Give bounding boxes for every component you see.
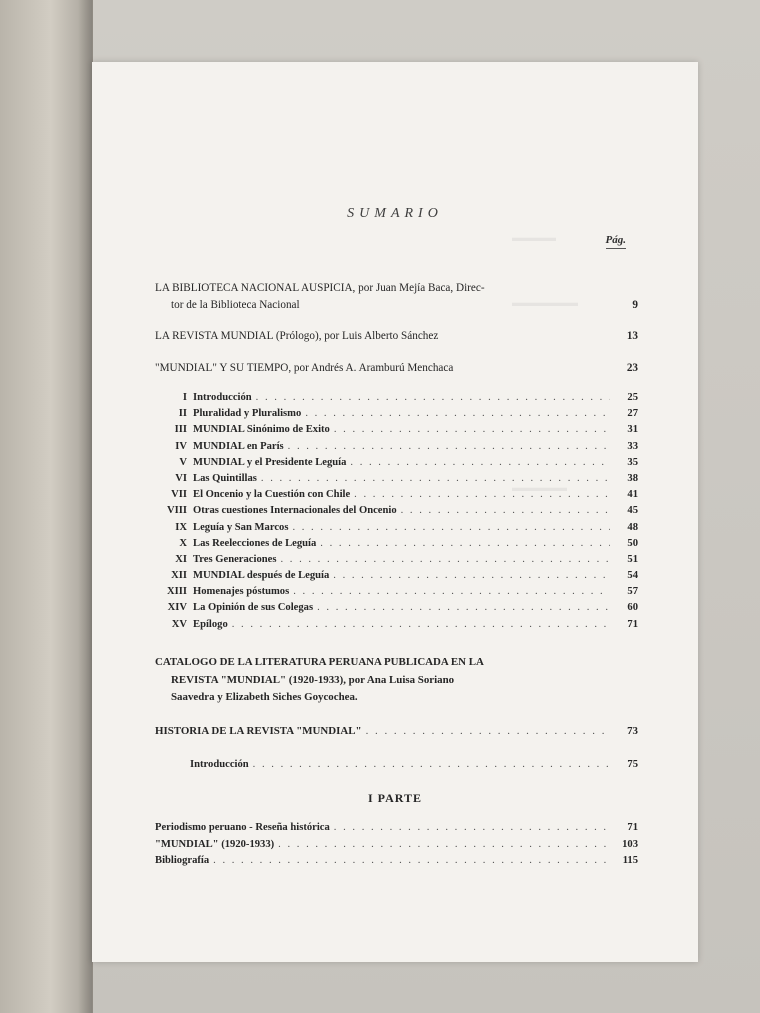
chapter-title: Tres Generaciones	[193, 553, 277, 565]
chapter-page: 33	[627, 440, 638, 452]
toc-page-number: 9	[632, 299, 638, 311]
chapter-row	[155, 457, 638, 473]
part-entry-page: 115	[622, 855, 638, 866]
toc-page-number: 73	[627, 725, 638, 737]
toc-entry-catalogo	[155, 654, 638, 707]
chapter-row	[155, 441, 638, 457]
leader-dots	[316, 538, 610, 549]
chapter-row	[155, 392, 638, 408]
toc-line	[155, 328, 638, 345]
page-gutter-shadow	[78, 0, 92, 1013]
chapter-numeral: V	[179, 456, 187, 468]
chapter-page: 54	[627, 570, 638, 582]
part-entry-title: "MUNDIAL" (1920-1933)	[155, 838, 275, 850]
leader-dots	[397, 505, 610, 516]
leader-dots	[288, 522, 610, 533]
bleed-through-mark: ▬▬▬▬▬▬	[512, 297, 578, 309]
toc-line	[155, 723, 638, 740]
chapter-title: MUNDIAL Sinónimo de Exito	[193, 424, 330, 436]
chapter-numeral: XI	[175, 553, 187, 565]
chapter-numeral: VIII	[166, 505, 187, 517]
book-page	[92, 62, 698, 962]
leader-dots	[209, 855, 610, 866]
chapter-title: MUNDIAL y el Presidente Leguía	[193, 456, 347, 468]
chapter-title: Las Quintillas	[193, 472, 257, 484]
chapter-list	[155, 392, 638, 635]
chapter-title: Leguía y San Marcos	[193, 521, 289, 533]
chapter-numeral: I	[182, 392, 187, 403]
chapter-title: Epílogo	[193, 618, 228, 630]
toc-page-number: 13	[626, 330, 638, 342]
chapter-row	[155, 522, 638, 538]
catalog-line: CATALOGO DE LA LITERATURA PERUANA PUBLICADA EN LA	[155, 656, 484, 668]
catalog-line: Saavedra y Elizabeth Siches Goycochea.	[171, 691, 358, 703]
bleed-through-mark: ▬▬▬▬▬	[512, 482, 567, 494]
leader-dots	[284, 441, 610, 452]
toc-entry-biblioteca	[155, 280, 638, 314]
toc-entry-text: Introducción	[190, 759, 249, 770]
leader-dots	[276, 554, 610, 565]
summary-title: SUMARIO	[347, 206, 443, 221]
chapter-title: El Oncenio y la Cuestión con Chile	[193, 489, 351, 501]
part-heading: I PARTE	[367, 791, 423, 805]
chapter-title: MUNDIAL después de Leguía	[193, 570, 330, 582]
chapter-page: 45	[627, 505, 638, 517]
part-entry-row	[155, 822, 638, 839]
chapter-page: 71	[627, 618, 638, 630]
part-entry-title: Periodismo peruano - Reseña histórica	[155, 822, 330, 833]
leader-dots	[350, 489, 610, 500]
chapter-row	[155, 489, 638, 505]
chapter-page: 27	[627, 408, 638, 420]
part-entry-row	[155, 839, 638, 856]
chapter-row	[155, 570, 638, 586]
chapter-title: Las Reelecciones de Leguía	[193, 537, 317, 549]
page-column-header: Pág.	[606, 234, 626, 249]
chapter-page: 50	[627, 537, 638, 549]
chapter-title: Homenajes póstumos	[193, 586, 290, 598]
chapter-numeral: III	[174, 424, 187, 436]
toc-entry-text: HISTORIA DE LA REVISTA "MUNDIAL"	[155, 725, 362, 737]
leader-dots	[257, 473, 610, 484]
chapter-title: MUNDIAL en París	[193, 440, 284, 452]
chapter-numeral: II	[178, 408, 187, 420]
chapter-numeral: VII	[171, 489, 187, 501]
chapter-page: 41	[627, 489, 638, 501]
chapter-title: Otras cuestiones Internacionales del Oncenio	[193, 505, 397, 517]
chapter-numeral: IX	[175, 521, 187, 533]
toc-line	[155, 280, 638, 297]
part-entry-title: Bibliografía	[155, 855, 210, 866]
chapter-row	[155, 473, 638, 489]
chapter-row	[155, 602, 638, 618]
chapter-numeral: XV	[171, 618, 187, 630]
chapter-page: 51	[627, 553, 638, 565]
chapter-page: 25	[627, 392, 638, 403]
toc-entry-text: LA REVISTA MUNDIAL (Prólogo), por Luis Alberto Sánchez	[155, 330, 439, 342]
bleed-through-mark: ▬▬▬▬	[512, 232, 556, 244]
chapter-row	[155, 586, 638, 602]
toc-line	[155, 360, 638, 377]
chapter-numeral: XII	[171, 570, 187, 582]
leader-dots	[346, 457, 610, 468]
chapter-page: 60	[627, 602, 638, 614]
chapter-page: 31	[627, 424, 638, 436]
toc-entry-historia	[155, 723, 638, 740]
toc-entry-prologo	[155, 328, 638, 345]
leader-dots	[289, 586, 610, 597]
toc-page-number: 23	[626, 362, 638, 374]
chapter-title: La Opinión de sus Colegas	[193, 602, 314, 614]
part-entry-row	[155, 855, 638, 872]
chapter-numeral: VI	[175, 472, 187, 484]
part-entry-page: 103	[622, 838, 638, 850]
chapter-title: Introducción	[193, 392, 252, 403]
toc-entry-su-tiempo	[155, 360, 638, 377]
toc-entry-text: LA BIBLIOTECA NACIONAL AUSPICIA, por Juan Mejía Baca, Direc-	[155, 282, 485, 294]
chapter-row	[155, 505, 638, 521]
leader-dots	[301, 408, 610, 419]
chapter-numeral: XIV	[167, 602, 187, 614]
chapter-row	[155, 424, 638, 440]
leader-dots	[330, 822, 610, 833]
leader-dots	[228, 619, 610, 630]
toc-entry-introduccion	[190, 756, 638, 773]
leader-dots	[274, 839, 610, 850]
catalog-line: REVISTA "MUNDIAL" (1920-1933), por Ana Luisa Soriano	[171, 673, 455, 686]
chapter-numeral: X	[179, 537, 187, 549]
leader-dots	[249, 756, 610, 773]
toc-line	[155, 297, 638, 314]
chapter-row	[155, 538, 638, 554]
chapter-page: 48	[627, 521, 638, 533]
toc-entry-text: tor de la Biblioteca Nacional	[171, 299, 300, 311]
leader-dots	[252, 392, 610, 403]
leader-dots	[313, 602, 610, 613]
part-entries	[155, 822, 638, 872]
toc-entry-text: "MUNDIAL" Y SU TIEMPO, por Andrés A. Aramburú Menchaca	[155, 362, 454, 374]
leader-dots	[329, 570, 610, 581]
chapter-page: 38	[627, 472, 638, 484]
chapter-row	[155, 554, 638, 570]
chapter-title: Pluralidad y Pluralismo	[193, 408, 302, 420]
part-entry-page: 71	[627, 822, 638, 833]
chapter-page: 57	[627, 586, 638, 598]
chapter-row	[155, 619, 638, 635]
toc-line	[190, 756, 638, 773]
chapter-row	[155, 408, 638, 424]
toc-page-number: 75	[627, 759, 638, 770]
chapter-numeral: XIII	[166, 586, 187, 598]
chapter-numeral: IV	[175, 440, 187, 452]
leader-dots	[330, 424, 610, 435]
chapter-page: 35	[627, 456, 638, 468]
facing-page	[0, 0, 93, 1013]
leader-dots	[362, 723, 610, 740]
